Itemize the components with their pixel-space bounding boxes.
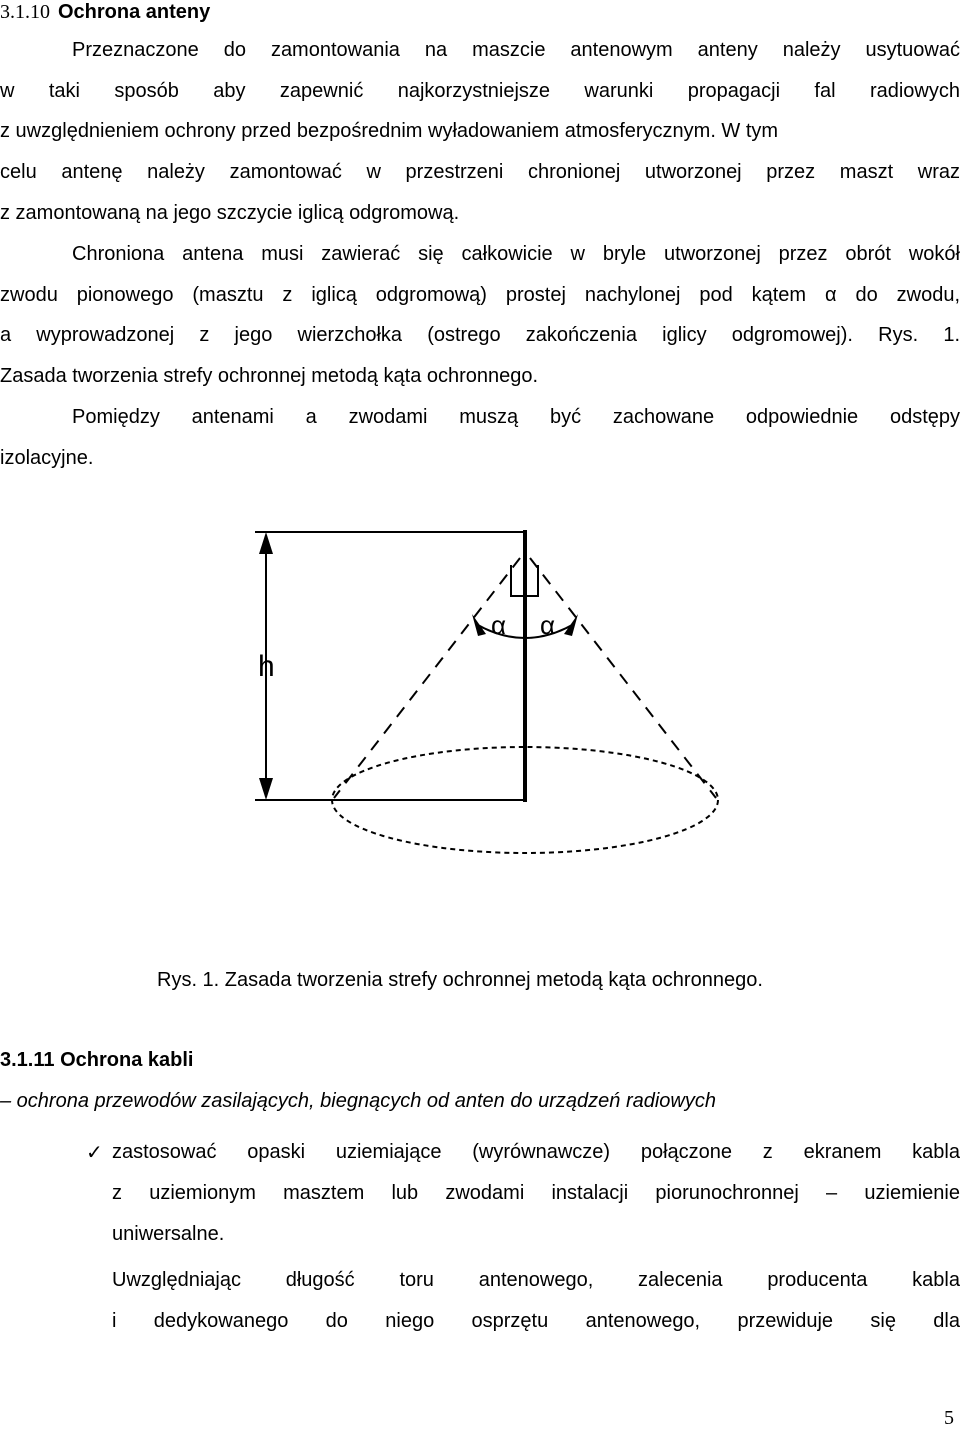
protection-cone-diagram [0,510,960,950]
bullet-line2: z uziemionym masztem lub zwodami instalacji piorunochronnej – uziemienie [112,1182,960,1204]
section-heading-3-1-10 [0,0,210,26]
height-label: h [258,650,275,683]
section-title: Ochrona kabli [60,1049,194,1071]
para1-line4: celu antenę należy zamontować w przestrzeni chronionej utworzonej przez maszt wraz [0,161,960,183]
para1-line3: z uwzględnieniem ochrony przed bezpośrednim wyładowaniem atmosferycznym. W tym [0,120,779,142]
section-title: Ochrona anteny [58,1,211,23]
cone-side-right [530,558,716,798]
para3-line2: izolacyjne. [0,447,94,469]
height-arrow-top [259,532,273,554]
figure-caption: Rys. 1. Zasada tworzenia strefy ochronnej metodą kąta ochronnego. [157,969,763,991]
checkmark-icon: ✓ [86,1140,103,1164]
para2-line3: a wyprowadzonej z jego wierzchołka (ostrego zakończenia iglicy odgromowej). Rys. 1. [0,324,960,346]
para2-line2: zwodu pionowego (masztu z iglicą odgromową) prostej nachylonej pod kątem α do zwodu, [0,284,960,306]
para1-line1: Przeznaczone do zamontowania na maszcie antenowym anteny należy usytuować [72,39,960,61]
section-number: 3.1.11 [0,1049,55,1071]
bullet-line3: uniwersalne. [112,1223,225,1245]
para2-line4: Zasada tworzenia strefy ochronnej metodą kąta ochronnego. [0,365,539,387]
section-heading-3-1-11 [0,1048,193,1072]
section-subtitle: – ochrona przewodów zasilających, biegnących od anten do urządzeń radiowych [0,1090,716,1112]
angle-arrow-right [564,614,578,636]
para4-line1: Uwzględniając długość toru antenowego, zalecenia producenta kabla [112,1269,960,1291]
para3-line1: Pomiędzy antenami a zwodami muszą być zachowane odpowiednie odstępy [72,406,960,428]
angle-arrow-left [472,614,486,636]
bullet-line1: zastosować opaski uziemiające (wyrównawcze) połączone z ekranem kabla [112,1141,960,1163]
page-number: 5 [944,1407,954,1429]
para4-line2: i dedykowanego do niego osprzętu antenowego, przewiduje się dla [112,1310,960,1332]
para1-line5: z zamontowaną na jego szczycie iglicą odgromową. [0,202,460,224]
height-arrow-bottom [259,778,273,800]
para1-line2: w taki sposób aby zapewnić najkorzystniejsze warunki propagacji fal radiowych [0,80,960,102]
cone-side-left [334,558,520,798]
angle-label-left: α [491,610,507,640]
angle-label-right: α [540,610,556,640]
para2-line1: Chroniona antena musi zawierać się całkowicie w bryle utworzonej przez obrót wokół [72,243,960,265]
section-number: 3.1.10 [0,1,50,23]
